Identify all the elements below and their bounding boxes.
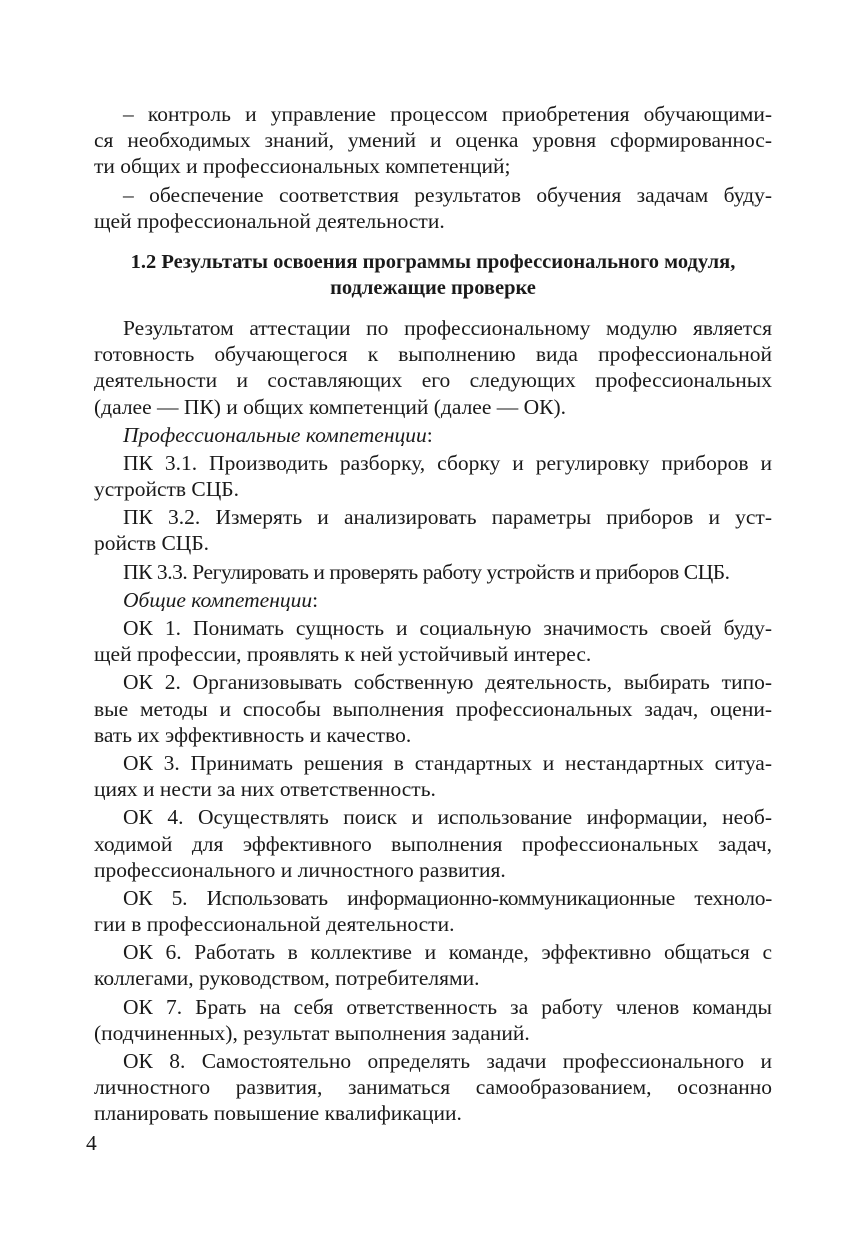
text-line: щей профессии, проявлять к ней устойчивый интерес. <box>94 642 592 667</box>
text-line: устройств СЦБ. <box>94 477 240 502</box>
page-body <box>94 101 772 1129</box>
general-competency-item <box>94 804 772 883</box>
page-number: 4 <box>86 1131 97 1155</box>
text-line: – обеспечение соответствия результатов обучения задачам буду- <box>123 182 772 207</box>
text-line: ОК 8. Самостоятельно определять задачи профессионального и <box>123 1049 772 1073</box>
general-competencies-label <box>94 587 772 613</box>
text-line: ОК 2. Организовывать собственную деятельность, выбирать типо- <box>123 670 772 695</box>
general-competency-item <box>94 615 772 667</box>
section-heading <box>94 249 772 301</box>
text-line: планировать повышение квалификации. <box>94 1101 462 1126</box>
text-line: ПК 3.3. Регулировать и проверять работу устройств и приборов СЦБ. <box>123 559 730 584</box>
text-line: готовность обучающегося к выполнению вида профессиональной <box>94 342 772 367</box>
text-line: коллегами, руководством, потребителями. <box>94 966 480 991</box>
label-colon: : <box>426 422 433 447</box>
professional-competencies-label <box>94 422 772 448</box>
text-line: ПК 3.1. Производить разборку, сборку и регулировку приборов и <box>123 450 772 475</box>
text-line: ройств СЦБ. <box>94 531 210 556</box>
text-line: ти общих и профессиональных компетенций; <box>94 154 511 179</box>
text-line: гии в профессиональной деятельности. <box>94 912 455 937</box>
label-colon: : <box>312 587 319 612</box>
professional-competency-item <box>94 559 772 585</box>
section-heading-line: подлежащие проверке <box>330 276 536 299</box>
section-heading-line: 1.2 Результаты освоения программы профессионального модуля, <box>130 250 736 273</box>
text-line: циях и нести за них ответственность. <box>94 777 436 802</box>
intro-bullet <box>94 101 772 180</box>
text-line: Результатом аттестации по профессиональному модулю является <box>123 315 772 340</box>
general-competency-item <box>94 669 772 748</box>
text-line: вые методы и способы выполнения профессиональных задач, оцени- <box>94 696 772 721</box>
intro-bullet <box>94 182 772 234</box>
text-line: личностного развития, заниматься самообразованием, осознанно <box>94 1075 772 1100</box>
text-line: ОК 4. Осуществлять поиск и использование информации, необ- <box>123 805 772 830</box>
professional-competency-item <box>94 450 772 502</box>
italic-label: Профессиональные компетенции <box>123 422 427 447</box>
text-line: ОК 3. Принимать решения в стандартных и нестандартных ситуа- <box>123 750 772 775</box>
text-line: ОК 6. Работать в коллективе и команде, эффективно общаться с <box>123 940 772 965</box>
text-line: ОК 5. Использовать информационно-коммуникационные техноло- <box>123 885 772 910</box>
text-line: – контроль и управление процессом приобретения обучающими- <box>123 102 772 126</box>
general-competency-item <box>94 885 772 937</box>
italic-label: Общие компетенции <box>123 587 313 612</box>
text-line: ОК 1. Понимать сущность и социальную значимость своей буду- <box>123 616 772 640</box>
text-line: ся необходимых знаний, умений и оценка уровня сформированнос- <box>94 128 772 153</box>
text-line: ходимой для эффективного выполнения профессиональных задач, <box>94 831 772 856</box>
text-line: вать их эффективность и качество. <box>94 722 412 747</box>
general-competency-item <box>94 1048 772 1127</box>
text-line: ПК 3.2. Измерять и анализировать параметры приборов и уст- <box>123 505 772 530</box>
text-line: (подчиненных), результат выполнения заданий. <box>94 1020 530 1045</box>
text-line: (далее — ПК) и общих компетенций (далее — ОК). <box>94 394 567 419</box>
general-competency-item <box>94 750 772 802</box>
result-paragraph <box>94 315 772 420</box>
text-line: ОК 7. Брать на себя ответственность за работу членов команды <box>123 994 772 1019</box>
text-line: щей профессиональной деятельности. <box>94 208 445 233</box>
professional-competency-item <box>94 504 772 556</box>
text-line: профессионального и личностного развития. <box>94 857 506 882</box>
general-competency-item <box>94 994 772 1046</box>
text-line: деятельности и составляющих его следующих профессиональных <box>94 368 772 393</box>
general-competency-item <box>94 939 772 991</box>
